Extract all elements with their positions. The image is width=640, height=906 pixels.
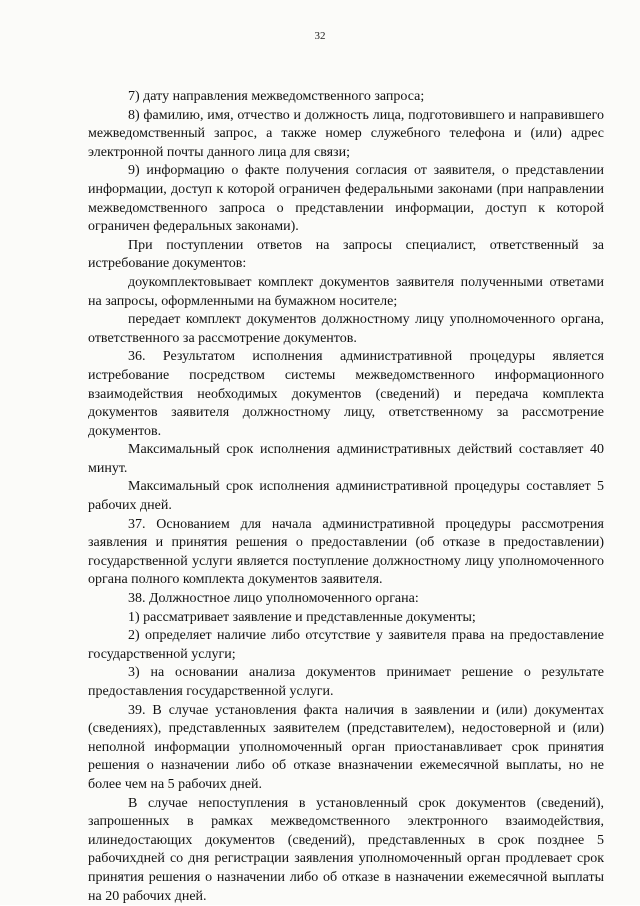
document-body — [88, 88, 604, 906]
paragraph: При поступлении ответов на запросы специалист, ответственный за истребование документов: — [88, 237, 604, 272]
paragraph: 2) определяет наличие либо отсутствие у заявителя права на предоставление государственной услуги; — [88, 628, 604, 662]
paragraph: 9) информацию о факте получения согласия от заявителя, о представлении информации, доступ к которой ограничен федеральными законами (при направлении межведомственного запроса о представлении информации, доступ к которой ограничен федеральных законами). — [88, 163, 604, 235]
paragraph: 8) фамилию, имя, отчество и должность лица, подготовившего и направившего межведомственный запрос, а также номер служебного телефона и (или) адрес электронной почты данного лица для связи; — [88, 107, 604, 160]
paragraph: Максимальный срок исполнения административных действий составляет 40 минут. — [88, 442, 604, 476]
paragraph: доукомплектовывает комплект документов заявителя полученными ответами на запросы, оформленными на бумажном носителе; — [88, 274, 604, 309]
paragraph: 38. Должностное лицо уполномоченного органа: — [128, 591, 419, 607]
paragraph: 1) рассматривает заявление и представленные документы; — [128, 609, 476, 625]
page-number: 32 — [314, 30, 326, 42]
paragraph: 37. Основанием для начала административной процедуры рассмотрения заявления и принятия решения о предоставлении (об отказе в предоставлении) государственной услуги является поступление должностному лицу уполномоченного органа полного комплекта документов заявителя. — [88, 516, 604, 588]
paragraph: 39. В случае установления факта наличия в заявлении и (или) документах (сведениях), представленных заявителем (представителем), недостоверной и (или) неполной информации уполномоченный орган приостанавливает срок принятия решения о назначении либо об отказе вназначении ежемесячной выплаты, но не более чем на 5 рабочих дней. — [88, 702, 604, 792]
paragraph: 36. Результатом исполнения административной процедуры является истребование посредством системы межведомственного информационного взаимодействия необходимых документов (сведений) и передача комплекта документов заявителя должностному лицу, ответственному за рассмотрение документов. — [88, 349, 604, 439]
paragraph: 3) на основании анализа документов принимает решение о результате предоставления государственной услуги. — [88, 665, 604, 699]
paragraph: 7) дату направления межведомственного запроса; — [128, 89, 425, 104]
paragraph: передает комплект документов должностному лицу уполномоченного органа, ответственного за рассмотрение документов. — [88, 312, 604, 346]
paragraph: В случае непоступления в установленный срок документов (сведений), запрошенных в рамках межведомственного электронного взаимодействия, илинедостающих документов (сведений), представленных в срок позднее 5 рабочихдней со дня регистрации заявления уполномоченный орган продлевает срок принятия решения о назначении либо об отказе в назначении ежемесячной выплаты на 20 рабочих дней. — [88, 795, 604, 904]
paragraph: Максимальный срок исполнения административной процедуры составляет 5 рабочих дней. — [88, 479, 604, 514]
